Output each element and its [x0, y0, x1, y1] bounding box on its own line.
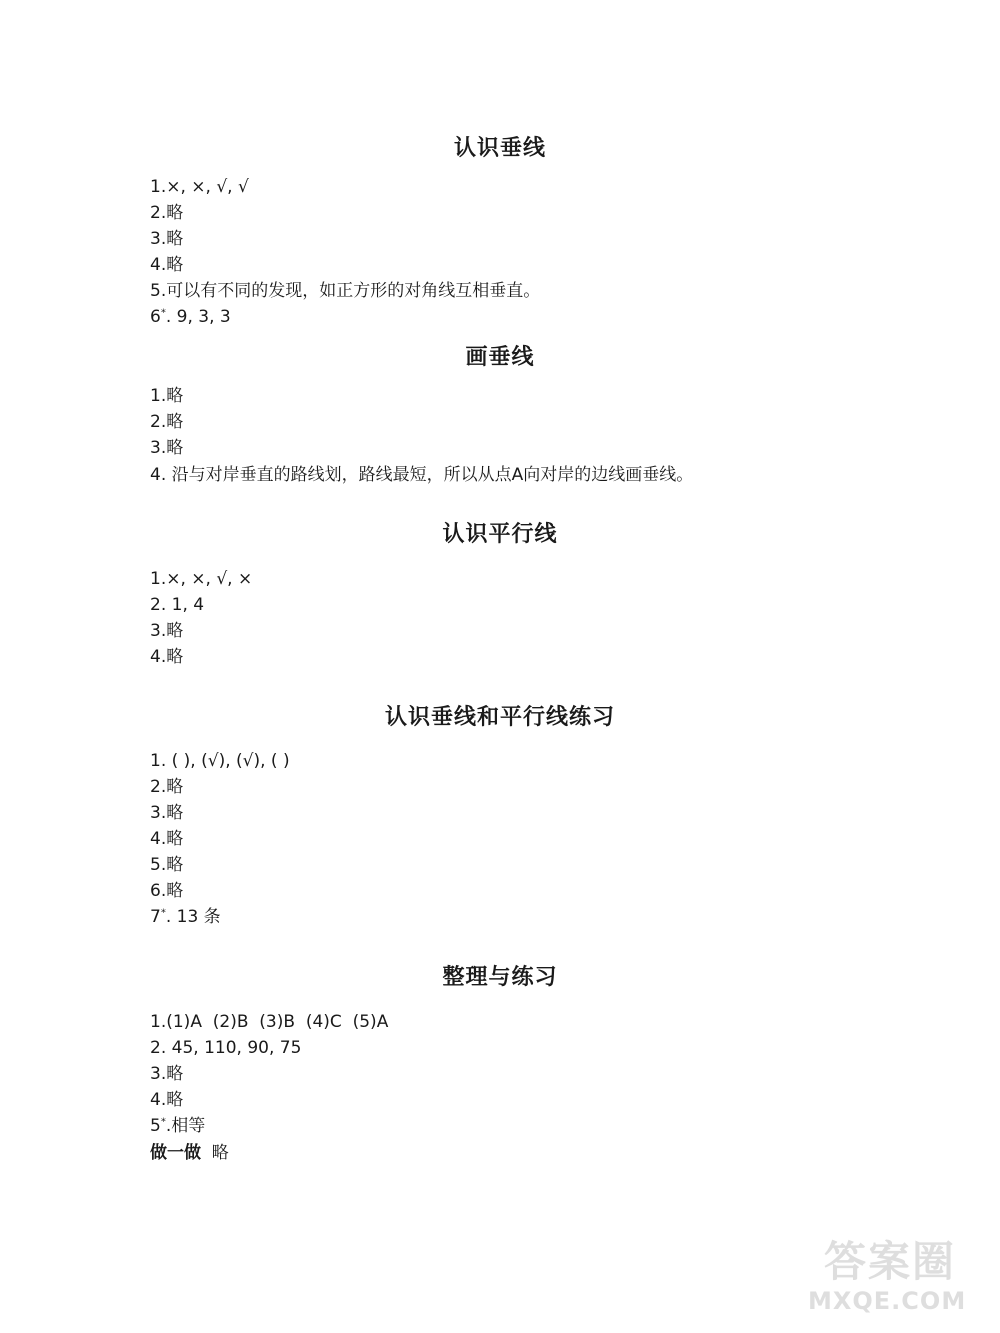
answer-line: 3.略	[150, 803, 184, 823]
answer-line: 4.略	[150, 255, 184, 275]
section-title-review: 整理与练习	[442, 965, 558, 990]
watermark	[794, 1225, 984, 1325]
section-title-practice: 认识垂线和平行线练习	[384, 705, 615, 730]
section-title-perpendicular: 认识垂线	[453, 136, 546, 161]
answer-line: 4.略	[150, 829, 184, 849]
answer-line: 2. 1, 4	[150, 595, 205, 615]
answer-line: 2. 45, 110, 90, 75	[150, 1038, 302, 1058]
do-it-label: 做一做	[150, 1143, 201, 1163]
answer-line: 4. 沿与对岸垂直的路线划，路线最短，所以从点A向对岸的边线画垂线。	[150, 465, 694, 485]
watermark-url: MXQE.COM	[808, 1287, 967, 1315]
answer-line: 3.略	[150, 1064, 184, 1084]
answer-line: 1.×, ×, √, √	[150, 177, 249, 197]
answer-line: 4.略	[150, 1090, 184, 1110]
answer-line: 3.略	[150, 229, 184, 249]
do-it-line: 做一做 略	[150, 1143, 229, 1163]
answer-line: 3.略	[150, 621, 184, 641]
answer-line: 1.×, ×, √, ×	[150, 569, 253, 589]
answer-line: 4.略	[150, 647, 184, 667]
answer-line: 6*. 9, 3, 3	[150, 307, 231, 327]
answer-line: 5.略	[150, 855, 184, 875]
section-title-parallel: 认识平行线	[442, 522, 558, 547]
answer-line: 6.略	[150, 881, 184, 901]
answer-line: 1.略	[150, 386, 184, 406]
answer-line: 2.略	[150, 203, 184, 223]
answer-line: 7*. 13 条	[150, 907, 221, 927]
answer-line: 5.可以有不同的发现，如正方形的对角线互相垂直。	[150, 281, 541, 301]
answer-line: 1.(1)A (2)B (3)B (4)C (5)A	[150, 1012, 389, 1032]
answer-line: 2.略	[150, 777, 184, 797]
section-title-draw-perpendicular: 画垂线	[465, 345, 535, 370]
answer-line: 2.略	[150, 412, 184, 432]
answer-line: 1. ( ), (√), (√), ( )	[150, 751, 290, 771]
answer-line: 5*.相等	[150, 1116, 206, 1136]
answer-line: 3.略	[150, 438, 184, 458]
watermark-logo: 答案圈	[824, 1237, 957, 1286]
